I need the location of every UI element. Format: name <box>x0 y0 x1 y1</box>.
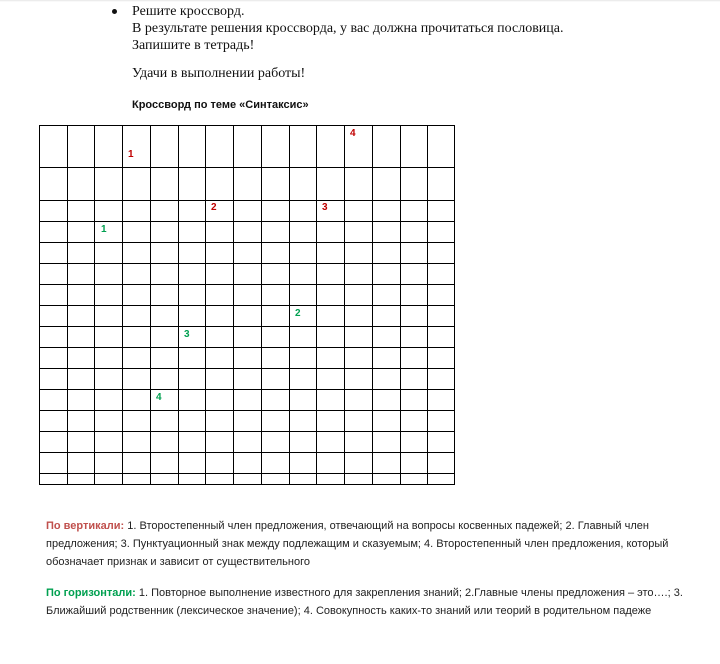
instruction-line: Запишите в тетрадь! <box>132 38 255 53</box>
vertical-clues-text: 1. Второстепенный член предложения, отвечающий на вопросы косвенных падежей; 2. Главный член предложения; 3. Пунктуационный знак между подлежащим и сказуемым; 4. Второстепенный член предложения, который обозначает признак и зависит от существительного <box>46 520 669 568</box>
crossword-grid-lines <box>39 125 455 485</box>
horizontal-mark-3: 3 <box>184 329 190 340</box>
instruction-line: В результате решения кроссворда, у вас должна прочитаться пословица. <box>132 21 564 36</box>
bullet-icon <box>112 9 117 14</box>
crossword-title: Кроссворд по теме «Синтаксис» <box>132 99 309 111</box>
instruction-lines <box>132 3 564 54</box>
vertical-clues-label: По вертикали: <box>46 520 125 532</box>
crossword-grid[interactable] <box>39 125 455 485</box>
horizontal-mark-4: 4 <box>156 392 162 403</box>
horizontal-clues-text: 1. Повторное выполнение известного для закрепления знаний; 2.Главные члены предложения – это….; 3. Ближайший родственник (лексическое значение); 4. Совокупность каких-то знаний или теорий в родительном падеже <box>46 587 683 617</box>
vertical-mark-3: 3 <box>322 202 328 213</box>
horizontal-clues <box>46 584 686 620</box>
vertical-mark-2: 2 <box>211 202 217 213</box>
vertical-clues <box>46 517 686 571</box>
horizontal-clues-label: По горизонтали: <box>46 587 136 599</box>
horizontal-mark-1: 1 <box>101 224 107 235</box>
page-top-edge <box>0 0 720 2</box>
horizontal-mark-2: 2 <box>295 308 301 319</box>
vertical-mark-4: 4 <box>350 128 356 139</box>
instruction-line: Решите кроссворд. <box>132 4 245 19</box>
vertical-mark-1: 1 <box>128 149 134 160</box>
good-luck-text: Удачи в выполнении работы! <box>132 66 306 81</box>
